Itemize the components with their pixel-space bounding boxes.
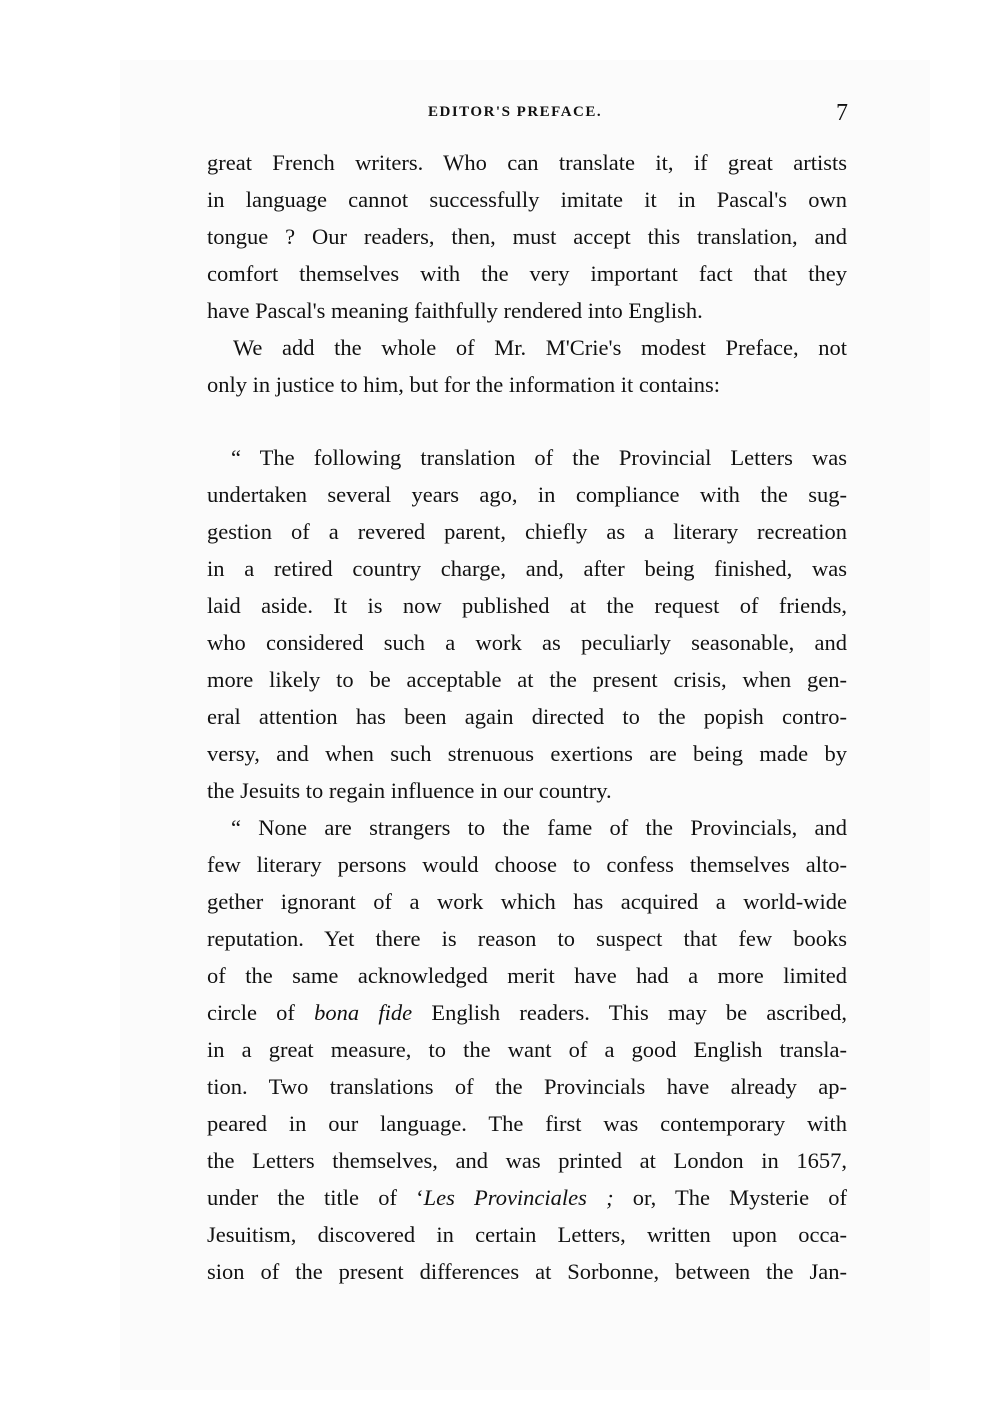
text-line: “ The following translation of the Provincial Letters was <box>231 445 847 470</box>
text-line: “ None are strangers to the fame of the Provincials, and <box>231 815 847 840</box>
text-span: English readers. This may be ascribed, <box>412 1000 847 1025</box>
text-line <box>207 1000 847 1030</box>
text-line: reputation. Yet there is reason to suspect that few books <box>207 926 847 951</box>
text-line: eral attention has been again directed to the popish contro- <box>207 704 847 729</box>
text-line: the Letters themselves, and was printed at London in 1657, <box>207 1148 847 1173</box>
text-line: sion of the present differences at Sorbonne, between the Jan- <box>207 1259 847 1284</box>
page-number: 7 <box>836 100 848 126</box>
text-line: in language cannot successfully imitate it in Pascal's own <box>207 187 847 212</box>
text-line: gether ignorant of a work which has acquired a world-wide <box>207 889 847 914</box>
text-line: versy, and when such strenuous exertions are being made by <box>207 741 847 766</box>
text-line: We add the whole of Mr. M'Crie's modest Preface, not <box>233 335 847 360</box>
running-head: EDITOR'S PREFACE. <box>428 104 603 120</box>
text-line: laid aside. It is now published at the request of friends, <box>207 593 847 618</box>
text-span: under the title of ‘ <box>207 1185 424 1210</box>
text-line: of the same acknowledged merit have had a more limited <box>207 963 847 988</box>
text-line: in a great measure, to the want of a good English transla- <box>207 1037 847 1062</box>
italic-text: Les Provinciales ; <box>423 1185 614 1210</box>
text-line: comfort themselves with the very important fact that they <box>207 261 847 286</box>
text-line: have Pascal's meaning faithfully rendered into English. <box>207 298 703 323</box>
text-line: peared in our language. The first was contemporary with <box>207 1111 847 1136</box>
text-line: tongue ? Our readers, then, must accept this translation, and <box>207 224 847 249</box>
text-line: gestion of a revered parent, chiefly as a literary recreation <box>207 519 847 544</box>
text-line: few literary persons would choose to confess themselves alto- <box>207 852 847 877</box>
text-line: more likely to be acceptable at the present crisis, when gen- <box>207 667 847 692</box>
text-line: great French writers. Who can translate it, if great artists <box>207 150 847 175</box>
text-line: in a retired country charge, and, after being finished, was <box>207 556 847 581</box>
text-line <box>207 1185 847 1215</box>
text-line: only in justice to him, but for the information it contains: <box>207 372 721 397</box>
text-line: tion. Two translations of the Provincials have already ap- <box>207 1074 847 1099</box>
text-line: Jesuitism, discovered in certain Letters, written upon occa- <box>207 1222 847 1247</box>
italic-text: bona fide <box>314 1000 413 1025</box>
text-line: undertaken several years ago, in compliance with the sug- <box>207 482 847 507</box>
text-span: circle of <box>207 1000 315 1025</box>
text-line: who considered such a work as peculiarly seasonable, and <box>207 630 847 655</box>
text-span: or, The Mysterie of <box>613 1185 847 1210</box>
text-line: the Jesuits to regain influence in our country. <box>207 778 612 803</box>
